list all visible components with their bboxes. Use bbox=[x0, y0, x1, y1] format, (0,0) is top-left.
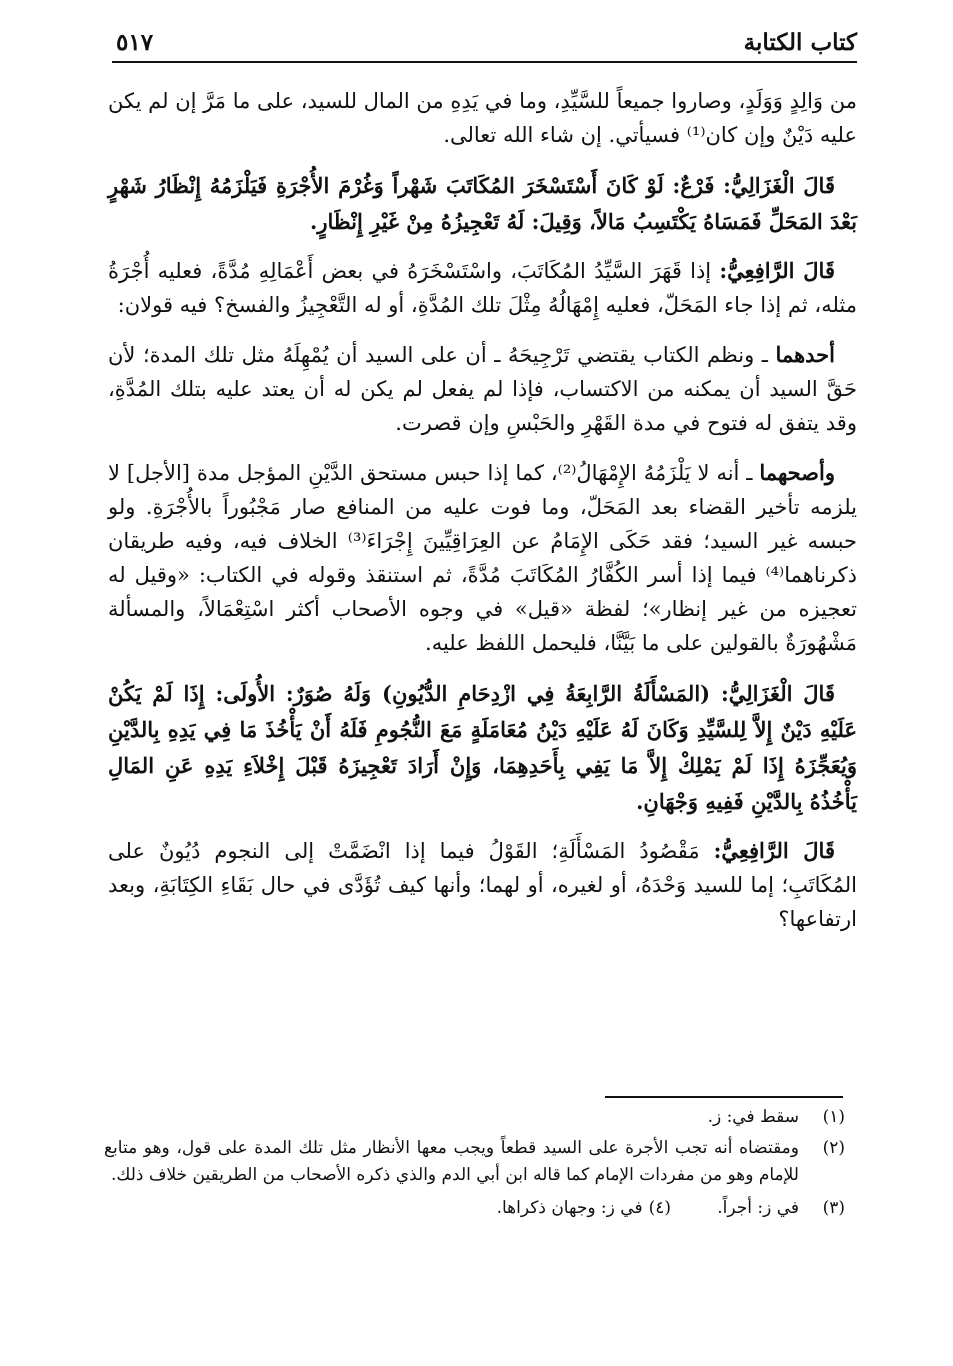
footnotes bbox=[104, 1104, 845, 1222]
footnote-number: (٣) bbox=[822, 1198, 845, 1218]
main-text bbox=[108, 84, 857, 952]
paragraph-label: وأصحهما bbox=[759, 460, 835, 485]
footnote-number: (٢) bbox=[822, 1138, 845, 1158]
footnote-item bbox=[104, 1104, 845, 1131]
paragraph-second-opinion bbox=[108, 456, 857, 660]
paragraph-label: قَالَ الْغَزَالِيُّ: bbox=[720, 681, 835, 706]
paragraph-label: قَالَ الْغَزَالِيُّ: bbox=[723, 173, 835, 198]
paragraph-label: قَالَ الرَّافِعِيُّ: bbox=[713, 838, 835, 863]
paragraph-text: فَرْعٌ: لَوْ كَانَ أَسْتَسْخَرَ المُكَاتَبَ شَهْراً وَغُرْمَ الأُجْرَةِ فَيَلْزَمُهُ إِنْظَارُ شَهْرٍ بَعْدَ المَحَلِّ فَمَسَاهُ يَكْتَسِبُ مَالاً، وَقِيلَ: لَهُ تَعْجِيزُهُ مِنْ غَيْرِ إِنْظَارٍ. bbox=[108, 173, 857, 234]
paragraph-rafii-commentary bbox=[108, 254, 857, 322]
paragraph-text: ـ أنه لا يَلْزَمُهُ الإِمْهَالُ⁽²⁾، كما إذا حبس مستحق الدَّيْنِ المؤجل مدة [الأجل] لا يلزمه تأخير القضاء بعد المَحَلّ، وما فوت عليه من المنافع صار مَجْبُوراً بالأُجْرَةِ. ولو حبسه غير السيد؛ فقد حَكَى الإِمَامُ عن العِرَاقِيِّينَ إِجْرَاءَ⁽³⁾ الخلاف فيه، وفيه طريقان ذكرناهما⁽⁴⁾ فيما إذا أسر الكُفَّارُ المُكَاتَبَ مُدَّةً، ثم استنقذ وقوله في الكتاب: «وقيل له تعجيزه من غير إنظار»؛ لفظة «قيل» في وجوه الأصحاب أكثر اسْتِعْمَالاً، والمسألة مَشْهُورَةٌ بالقولين على ما بَيَّنَّا، فليحمل اللفظ عليه. bbox=[108, 461, 857, 655]
footnote-text: ومقتضاه أنه تجب الأجرة على السيد قطعاً ويجب معها الأنظار مثل تلك المدة على قول، وهو متابع للإمام وهو من مفردات الإمام كما قاله ابن أبي الدم والذي ذكره الأصحاب من الطريقين خلاف ذلك. bbox=[104, 1138, 799, 1185]
paragraph-text: من وَالِدٍ وَوَلَدٍ، وصاروا جميعاً للسَّيِّدِ، وما في يَدِهِ من المال للسيد، على ما مَرَّ إن لم يكن عليه دَيْنٌ وإن كان⁽¹⁾ فسيأتي. إن شاء الله تعالى. bbox=[108, 89, 857, 147]
paragraph-text: (المَسْأَلَةُ الرَّابِعَةُ فِي ازْدِحَامِ الدُّيُونِ) وَلَهُ صُوَرٌ: الأُولَى: إِذَا لَمْ يَكُنْ عَلَيْهِ دَيْنٌ إِلاَّ لِلسَّيِّدِ وَكَانَ لَهُ عَلَيْهِ دَيْنُ مُعَامَلَةٍ مَعَ النُّجُومِ فَلَهُ أَنْ يَأْخُذَ مَا فِي يَدِهِ بِالدَّيْنِ وَيُعَجِّزَهُ إِذَا لَمْ يَمْلِكْ إِلاَّ مَا يَفِي بِأَحَدِهِمَا، وَإِنْ أَرَادَ تَعْجِيزَهُ قَبْلَ إِخْلاَءِ يَدِهِ عَنِ المَالِ يَأْخُذُهُ بِالدَّيْنِ فَفِيهِ وَجْهَانِ. bbox=[108, 681, 857, 814]
paragraph-text: إذا قَهَرَ السَّيِّدُ المُكَاتَبَ، واسْتَسْخَرَهُ في بعض أَعْمَالِهِ مُدَّةً، فعليه أُجْرَةُ مثله، ثم إذا جاء المَحَلّ، فعليه إِمْهَالُهُ مِثْلَ تلك المُدَّةِ، أو له التَّعْجِيزُ والفسخ؟ فيه قولان: bbox=[108, 259, 857, 317]
footnote-item bbox=[104, 1135, 845, 1189]
footnote-number: (٤) bbox=[648, 1198, 671, 1218]
paragraph-first-opinion bbox=[108, 338, 857, 440]
paragraph-continuation bbox=[108, 84, 857, 152]
header-divider bbox=[112, 61, 857, 63]
paragraph-text: ـ ونظم الكتاب يقتضي تَرْجِيحَهُ ـ أن على السيد أن يُمْهِلَهُ مثل تلك المدة؛ لأن حَقَّ السيد أن يمكنه من الاكتساب، فإذا لم يفعل لم يكن له أن يعتد عليه بتلك المُدَّةِ، وقد يتفق له فتوح في مدة القَهْرِ والحَبْسِ وإن قصرت. bbox=[108, 343, 857, 435]
footnote-number: (١) bbox=[822, 1107, 845, 1127]
footnote-divider bbox=[605, 1096, 843, 1098]
paragraph-ghazali-furu bbox=[108, 168, 857, 240]
paragraph-rafii-purpose bbox=[108, 834, 857, 936]
footnote-text: سقط في: ز. bbox=[707, 1107, 799, 1127]
paragraph-label: أحدهما bbox=[775, 342, 835, 367]
footnote-item-inline bbox=[497, 1195, 671, 1222]
running-title: كتاب الكتابة bbox=[743, 29, 857, 56]
footnote-text: في ز: وجهان ذكراها. bbox=[496, 1198, 643, 1218]
footnote-text: في ز: أجراً. bbox=[717, 1198, 799, 1218]
footnote-row bbox=[104, 1195, 845, 1222]
paragraph-text: مَقْصُودُ المَسْأَلَةِ؛ القَوْلُ فيما إذا انْضَمَّتْ إلى النجوم دُيُونٌ على المُكَاتَبِ؛ إما للسيد وَحْدَهُ، أو لغيره، أو لهما؛ وأنها كيف تُؤَدَّى في حال بَقَاءِ الكِتَابَةِ، وبعد ارتفاعها؟ bbox=[108, 839, 857, 931]
paragraph-ghazali-fourth-issue bbox=[108, 676, 857, 820]
paragraph-label: قَالَ الرَّافِعِيُّ: bbox=[719, 258, 835, 283]
page-header bbox=[116, 20, 857, 56]
page-number: ٥١٧ bbox=[116, 29, 154, 56]
